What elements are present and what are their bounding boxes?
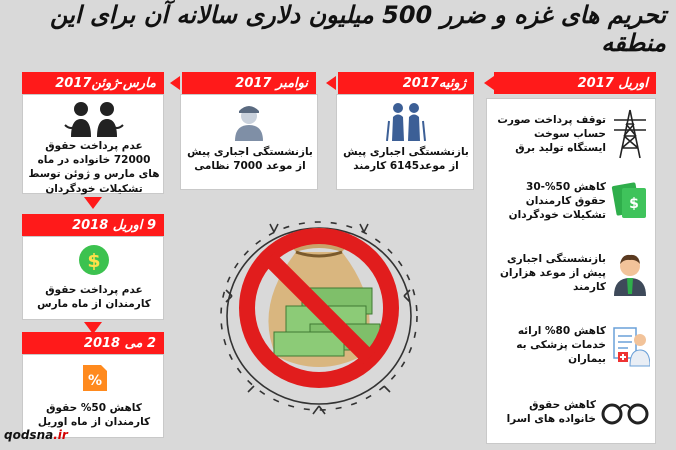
april2017-item-text: توقف پرداخت صورت حساب سوخت ایستگاه تولید برق bbox=[497, 113, 606, 155]
logo-accent: .ir bbox=[53, 428, 68, 442]
may2018-header-label: 2 می 2018 bbox=[83, 335, 156, 351]
power-tower-icon bbox=[610, 108, 650, 160]
arrow-left-icon bbox=[326, 76, 336, 90]
july2017-header-label: ژوئیه2017 bbox=[402, 75, 466, 91]
dollar-coin-icon bbox=[77, 243, 111, 277]
november2017-card bbox=[180, 94, 318, 190]
april2018-header-label: 9 اوریل 2018 bbox=[72, 217, 156, 233]
elderly-couple-icon bbox=[383, 101, 429, 141]
april2017-item bbox=[494, 250, 650, 296]
officer-icon bbox=[229, 101, 269, 141]
july2017-text: بازنشستگی اجباری پیش از موعد6145 کارمند bbox=[343, 146, 469, 173]
families-icon bbox=[63, 99, 125, 139]
svg-text:$: $ bbox=[87, 250, 101, 272]
logo-main: qodsna bbox=[4, 428, 54, 442]
april2017-header-label: اوریل 2017 bbox=[577, 75, 648, 91]
march2017-header-label: مارس-ژوئن2017 bbox=[55, 75, 156, 91]
april2017-item bbox=[494, 178, 650, 224]
march2017-header bbox=[22, 72, 164, 94]
april2017-item-text: بازنشستگی اجباری پیش از موعد هزاران کارمند bbox=[499, 252, 606, 294]
arrow-down-icon bbox=[84, 197, 102, 209]
march2017-card bbox=[22, 94, 164, 194]
july2017-card bbox=[336, 94, 474, 190]
money-bag-prohibited-icon bbox=[214, 196, 424, 418]
may2018-header bbox=[22, 332, 164, 354]
svg-text:%: % bbox=[87, 373, 103, 389]
april2017-item-text: کاهش 80% ارائه خدمات پزشکی به بیماران bbox=[516, 324, 606, 366]
site-logo bbox=[4, 428, 68, 442]
april2018-text: عدم پرداخت حقوق کارمندان از ماه مارس bbox=[37, 284, 151, 311]
arrow-left-icon bbox=[170, 76, 180, 90]
november2017-header-label: نوامبر 2017 bbox=[235, 75, 308, 91]
cash-icon bbox=[610, 178, 650, 224]
april2017-item bbox=[494, 322, 650, 368]
april2018-header bbox=[22, 214, 164, 236]
april2017-item bbox=[494, 392, 650, 432]
page-title: تحریم های غزه و ضرر 500 میلیون دلاری سالانه آن برای این منطقه bbox=[49, 1, 666, 57]
medical-icon bbox=[610, 322, 650, 368]
march2017-text: عدم پرداخت حقوق 72000 خانواده در ماه های مارس و ژوئن توسط تشکیلات خودگردان bbox=[28, 140, 160, 195]
svg-text:$: $ bbox=[629, 196, 639, 212]
arrow-left-icon bbox=[484, 76, 494, 90]
employee-icon bbox=[610, 250, 650, 296]
percent-tag-icon bbox=[77, 361, 111, 395]
may2018-card bbox=[22, 354, 164, 438]
july2017-header bbox=[338, 72, 474, 94]
november2017-text: بازنشستگی اجباری پیش از موعد 7000 نظامی bbox=[187, 146, 313, 173]
november2017-header bbox=[182, 72, 316, 94]
april2017-item-text: کاهش حقوق خانواده های اسرا bbox=[506, 398, 596, 425]
april2017-header bbox=[494, 72, 656, 94]
handcuffs-icon bbox=[600, 392, 650, 432]
april2018-card bbox=[22, 236, 164, 320]
april2017-item-text: کاهش 50%-30 حقوق کارمندان تشکیلات خودگردان bbox=[508, 180, 606, 222]
may2018-text: کاهش 50% حقوق کارمندان از ماه اوریل bbox=[37, 402, 151, 429]
april2017-item bbox=[494, 108, 650, 160]
